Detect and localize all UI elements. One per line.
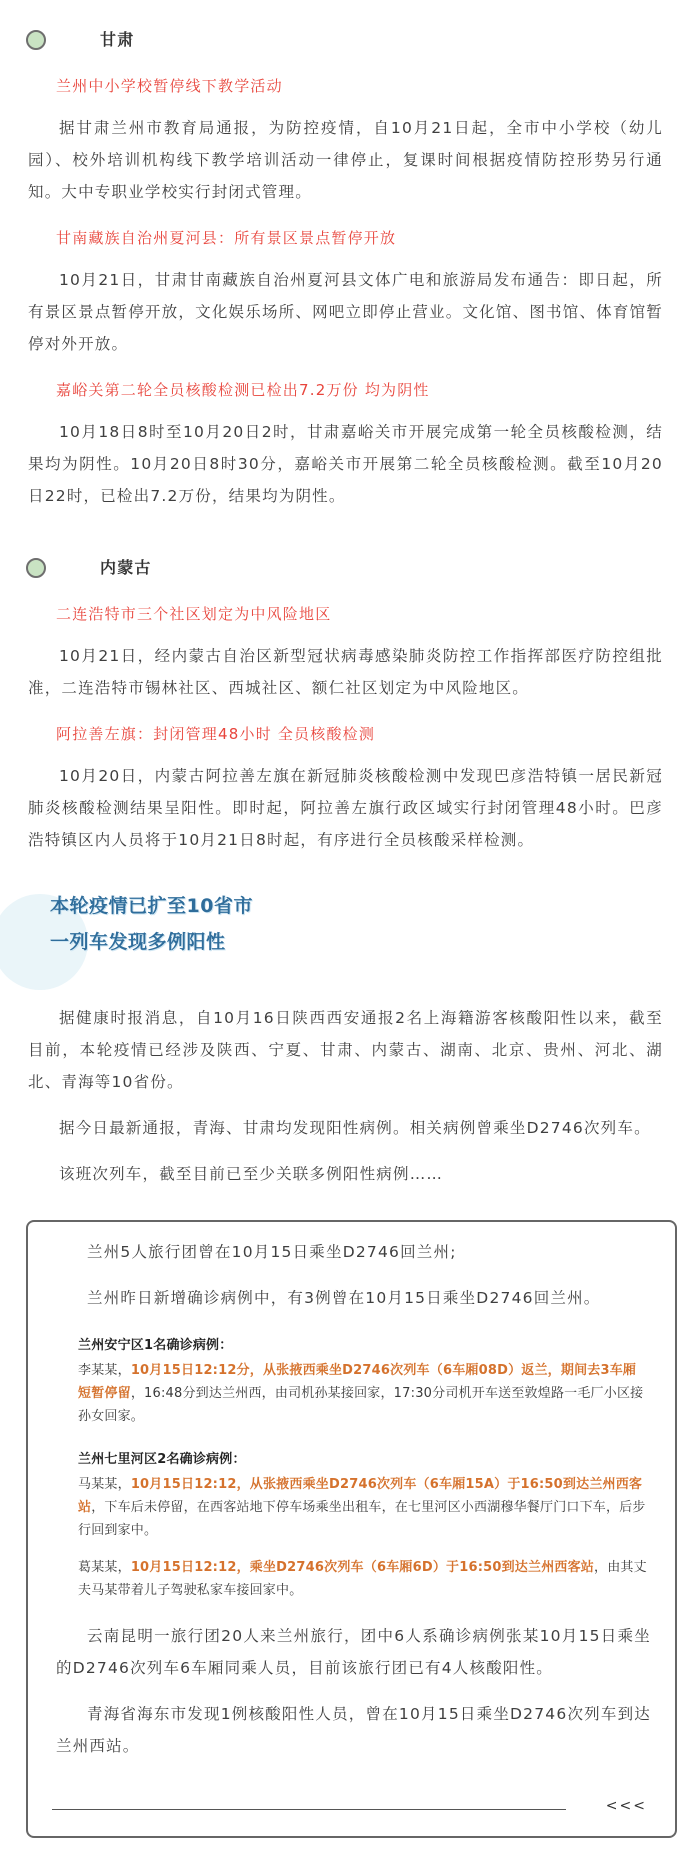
news-headline: 兰州中小学校暂停线下教学活动	[56, 77, 283, 95]
case-rest: ，由其丈夫马某带着儿子驾驶私家车接回家中。	[78, 1560, 647, 1598]
news-headline: 甘南藏族自治州夏河县：所有景区景点暂停开放	[56, 229, 397, 247]
section-banner	[0, 888, 691, 988]
case-person: 葛某某，	[78, 1560, 131, 1575]
case-rest: ，下车后未停留，在西客站地下停车场乘坐出租车，在七里河区小西湖穆华餐厅门口下车，后步行回到家中。	[78, 1500, 646, 1538]
footer-divider	[52, 1809, 566, 1810]
news-paragraph: 据甘肃兰州市教育局通报，为防控疫情，自10月21日起，全市中小学校（幼儿园）、校外培训机构线下教学培训活动一律停止，复课时间根据疫情防控形势另行通知。大中专职业学校实行封闭式管理。	[28, 119, 663, 201]
case-rest: ，16:48分到达兰州西，由司机孙某接回家，17:30分司机开车送至敦煌路一毛厂小区接孙女回家。	[78, 1386, 644, 1424]
case-highlight: 10月15日12:12，从张掖西乘坐D2746次列车（6车厢15A）于16:50到达兰州西客站	[78, 1477, 643, 1515]
case-group-anning	[78, 1334, 647, 1428]
box-paragraph: 兰州5人旅行团曾在10月15日乘坐D2746回兰州;	[87, 1243, 457, 1261]
case-detail	[78, 1359, 647, 1428]
summary-paragraph: 该班次列车，截至目前已至少关联多例阳性病例……	[59, 1165, 444, 1183]
box-paragraph: 云南昆明一旅行团20人来兰州旅行，团中6人系确诊病例张某10月15日乘坐的D2746次列车6车厢同乘人员，目前该旅行团已有4人核酸阳性。	[56, 1627, 651, 1677]
circle-bullet-icon	[26, 558, 46, 578]
box-footer	[52, 1776, 655, 1816]
box-paragraph: 青海省海东市发现1例核酸阳性人员，曾在10月15日乘坐D2746次列车到达兰州西站。	[56, 1705, 651, 1755]
region-name: 内蒙古	[100, 558, 152, 577]
news-headline: 阿拉善左旗：封闭管理48小时 全员核酸检测	[56, 725, 376, 743]
case-group-title: 兰州安宁区1名确诊病例：	[78, 1338, 233, 1353]
news-paragraph: 10月21日，甘肃甘南藏族自治州夏河县文体广电和旅游局发布通告：即日起，所有景区景点暂停开放，文化娱乐场所、网吧立即停止营业。文化馆、图书馆、体育馆暂停对外开放。	[28, 271, 663, 353]
news-paragraph: 10月20日，内蒙古阿拉善左旗在新冠肺炎核酸检测中发现巴彦浩特镇一居民新冠肺炎核酸检测结果呈阳性。即时起，阿拉善左旗行政区域实行封闭管理48小时。巴彦浩特镇区内人员将于10月21日8时起，有序进行全员核酸采样检测。	[28, 767, 663, 849]
summary-paragraph: 据健康时报消息，自10月16日陕西西安通报2名上海籍游客核酸阳性以来，截至目前，本轮疫情已经涉及陕西、宁夏、甘肃、内蒙古、湖南、北京、贵州、河北、湖北、青海等10省份。	[28, 1009, 663, 1091]
news-paragraph: 10月21日，经内蒙古自治区新型冠状病毒感染肺炎防控工作指挥部医疗防控组批准，二连浩特市锡林社区、西城社区、额仁社区划定为中风险地区。	[28, 647, 663, 697]
train-cases-box	[26, 1220, 677, 1838]
case-group-title: 兰州七里河区2名确诊病例：	[78, 1452, 246, 1467]
case-detail	[78, 1556, 647, 1602]
box-paragraph: 兰州昨日新增确诊病例中，有3例曾在10月15日乘坐D2746回兰州。	[87, 1289, 601, 1307]
region-name: 甘肃	[100, 30, 135, 49]
case-person: 李某某，	[78, 1363, 131, 1378]
case-group-qilihe	[78, 1448, 647, 1602]
case-highlight: 10月15日12:12分，从张掖西乘坐D2746次列车（6车厢08D）返兰，期间去3车厢短暂停留	[78, 1363, 637, 1401]
summary-paragraph: 据今日最新通报，青海、甘肃均发现阳性病例。相关病例曾乘坐D2746次列车。	[59, 1119, 651, 1137]
region-header-gansu	[26, 26, 691, 54]
banner-title-line2: 一列车发现多例阳性	[50, 931, 226, 953]
case-person: 马某某，	[78, 1477, 131, 1492]
news-headline: 嘉峪关第二轮全员核酸检测已检出7.2万份 均为阴性	[56, 381, 430, 399]
circle-bullet-icon	[26, 30, 46, 50]
back-arrows-icon: <<<	[605, 1798, 647, 1814]
banner-title-line1: 本轮疫情已扩至10省市	[50, 895, 253, 917]
news-headline: 二连浩特市三个社区划定为中风险地区	[56, 605, 332, 623]
news-paragraph: 10月18日8时至10月20日2时，甘肃嘉峪关市开展完成第一轮全员核酸检测，结果均为阴性。10月20日8时30分，嘉峪关市开展第二轮全员核酸检测。截至10月20日22时，已检出7.2万份，结果均为阴性。	[28, 423, 663, 505]
region-header-neimenggu	[26, 554, 691, 582]
case-detail	[78, 1473, 647, 1542]
case-highlight: 10月15日12:12，乘坐D2746次列车（6车厢6D）于16:50到达兰州西客站	[130, 1560, 595, 1575]
